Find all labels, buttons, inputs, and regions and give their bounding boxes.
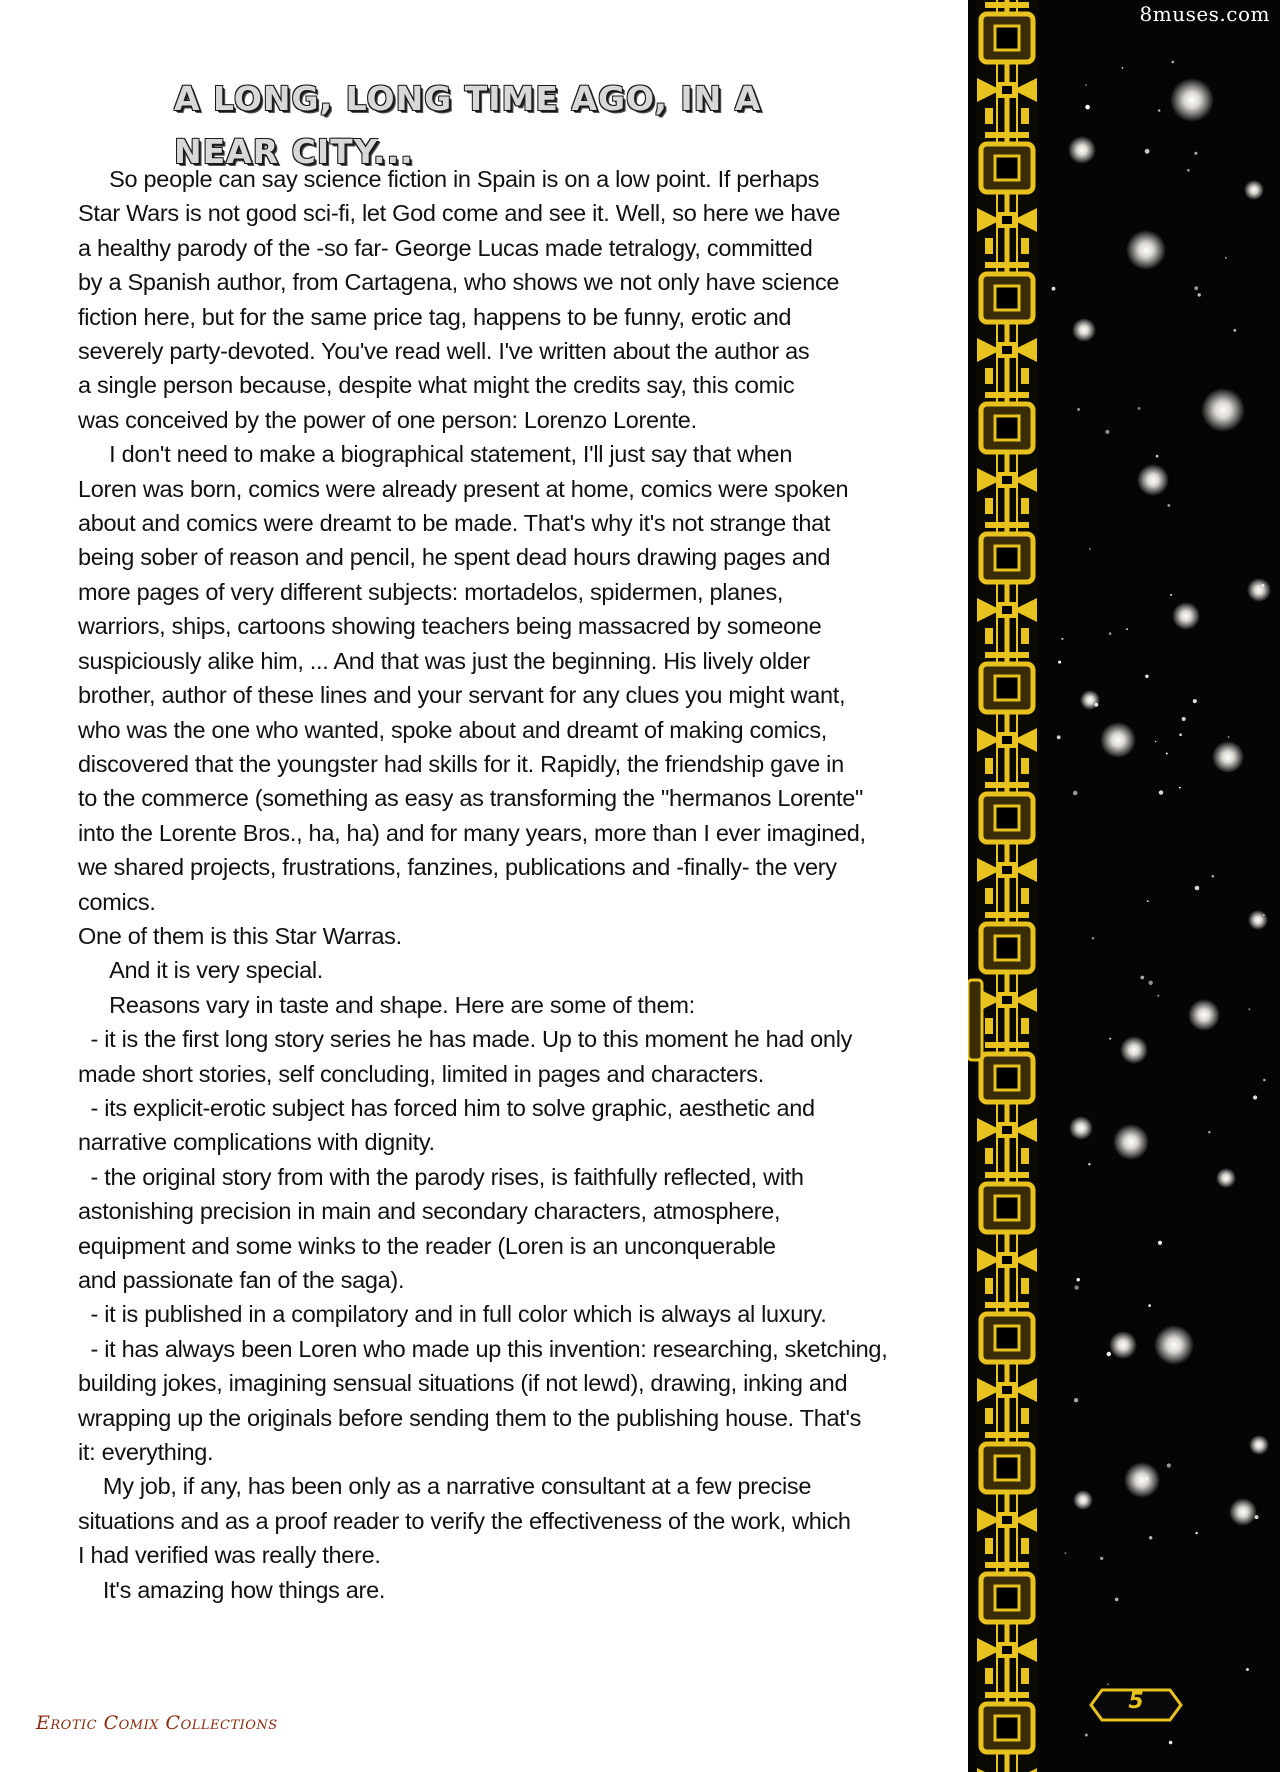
- star: [1201, 388, 1245, 432]
- star: [1157, 995, 1159, 997]
- star: [1107, 1683, 1109, 1685]
- star: [1069, 1116, 1093, 1140]
- star: [1107, 1352, 1111, 1356]
- star: [1105, 430, 1109, 434]
- paragraph: So people can say science fiction in Spain is on a low point. If perhaps Star Wars is not good sci-fi, let God come and see it. Well, so here we have a healthy parody of the -so far- George Lucas made tetralogy, committed by a Spanish author, from Cartagena, who shows we not only have science fiction here, but for the same price tag, happens to be funny, erotic and severely party-devoted. You've read well. I've written about the author as a single person because, despite what might the credits say, this comic was conceived by the power of one person: Lorenzo Lorente.: [78, 166, 841, 433]
- star: [1261, 584, 1264, 587]
- star: [1074, 1398, 1078, 1402]
- paragraph: - it is the first long story series he has made. Up to this moment he had only made short stories, self concluding, limited in pages and characters.: [78, 1026, 853, 1087]
- star: [1092, 937, 1095, 940]
- star: [1085, 105, 1090, 110]
- page-number-badge: [1088, 1687, 1184, 1723]
- star: [1194, 286, 1198, 290]
- star: [1137, 464, 1169, 496]
- star: [1148, 1304, 1151, 1307]
- publisher-logo: Erotic Comix Collections: [36, 1712, 278, 1734]
- paragraph: - it has always been Loren who made up this invention: researching, sketching, building jokes, imagining sensual situations (if not lewd), drawing, inking and wrapping up the originals before sending them to the publishing house. That's it: everything.: [78, 1335, 888, 1466]
- star: [1058, 661, 1061, 664]
- star: [1126, 628, 1128, 630]
- star: [1187, 169, 1190, 172]
- starfield-art: [968, 0, 1280, 1772]
- star: [1109, 1038, 1111, 1040]
- star: [1172, 61, 1175, 64]
- star: [1085, 1734, 1088, 1737]
- star: [1170, 594, 1172, 596]
- star: [1170, 78, 1214, 122]
- star: [1263, 914, 1265, 916]
- star: [1068, 136, 1096, 164]
- star: [1233, 329, 1236, 332]
- title-line: NEAR CITY...: [174, 132, 414, 172]
- star: [1077, 1278, 1080, 1281]
- star: [1089, 548, 1091, 550]
- star: [1229, 1498, 1257, 1526]
- star: [1158, 1241, 1162, 1245]
- star: [1159, 790, 1163, 794]
- star: [1080, 690, 1100, 710]
- star: [1247, 578, 1271, 602]
- star: [1167, 1463, 1171, 1467]
- star: [1122, 67, 1124, 69]
- title-line: A LONG, LONG TIME AGO, IN A: [174, 79, 762, 119]
- star: [1195, 886, 1200, 891]
- star: [1167, 504, 1170, 507]
- star: [1179, 787, 1181, 789]
- paragraph: - the original story from with the parody rises, is faithfully reflected, with astonishing precision in main and secondary characters, atmosphere, equipment and some winks to the reader (Loren is an unconquerable and passionate fan of the saga).: [78, 1163, 804, 1293]
- star: [1100, 1557, 1103, 1560]
- article-body: [78, 162, 918, 1607]
- star: [1124, 1462, 1160, 1498]
- star: [1109, 632, 1112, 635]
- star: [1120, 1036, 1148, 1064]
- star: [1061, 638, 1063, 640]
- star: [1147, 900, 1149, 902]
- star: [1248, 910, 1268, 930]
- star: [1074, 1285, 1078, 1289]
- star: [1149, 981, 1153, 985]
- star: [1198, 293, 1201, 296]
- star: [1158, 109, 1160, 111]
- paragraph: - it is published in a compilatory and in full color which is always al luxury.: [78, 1301, 827, 1328]
- star: [1225, 257, 1227, 259]
- star: [1255, 1515, 1259, 1519]
- star: [1072, 318, 1096, 342]
- gold-ornament-border: [968, 0, 1038, 1772]
- stars-group: [1052, 61, 1271, 1745]
- page-number: 5: [1128, 1689, 1144, 1714]
- paragraph: It's amazing how things are.: [78, 1576, 386, 1603]
- star: [1228, 736, 1230, 738]
- star: [1085, 84, 1087, 86]
- star: [1115, 1598, 1119, 1602]
- star: [1182, 717, 1186, 721]
- star: [1073, 791, 1078, 796]
- star: [1188, 999, 1220, 1031]
- star: [1052, 287, 1056, 291]
- star: [1155, 741, 1157, 743]
- star: [1100, 722, 1136, 758]
- star: [1246, 1668, 1249, 1671]
- paragraph: I don't need to make a biographical statement, I'll just say that when Loren was born, comics were already present at home, comics were spoken about and comics were dreamt to be made. That's why it's not strange that being sober of reason and pencil, he spent dead hours drawing pages and more pages of very different subjects: mortadelos, spidermen, planes, warriors, ships, cartoons showing teachers being massacred by someone suspiciously alike him, ... And that was just the beginning. His lively older brother, author of these lines and your servant for any clues you might want, who was the one who wanted, spoke about and dreamt of making comics, discovered that the youngster had skills for it. Rapidly, the friendship gave in to the commerce (something as easy as transforming the "hermanos Lorente" into the Lorente Bros., ha, ha) and for many years, more than I ever imagined, we shared projects, frustrations, fanzines, publications and -finally- the very comics.: [78, 441, 866, 915]
- star: [1088, 1163, 1090, 1165]
- star: [1172, 602, 1200, 630]
- star: [1169, 1741, 1173, 1745]
- star: [1154, 1325, 1194, 1365]
- star: [1057, 735, 1061, 739]
- star: [1073, 1490, 1093, 1510]
- star: [1194, 152, 1197, 155]
- star: [1212, 741, 1244, 773]
- star: [1263, 1079, 1266, 1082]
- paragraph: - its explicit-erotic subject has forced him to solve graphic, aesthetic and narrative complications with dignity.: [78, 1094, 815, 1156]
- star: [1145, 1477, 1148, 1480]
- star: [1212, 875, 1214, 877]
- paragraph: One of them is this Star Warras.: [78, 922, 402, 949]
- star: [1113, 1124, 1149, 1160]
- star: [1138, 407, 1141, 410]
- star: [1109, 1331, 1137, 1359]
- starfield-panel: [968, 0, 1280, 1772]
- star: [1156, 455, 1159, 458]
- star: [1195, 1532, 1197, 1534]
- star: [1253, 1095, 1257, 1099]
- paragraph: Reasons vary in taste and shape. Here are some of them:: [78, 991, 695, 1018]
- paragraph: And it is very special.: [78, 957, 323, 984]
- star: [1244, 180, 1264, 200]
- star: [1166, 753, 1168, 755]
- star: [1140, 976, 1144, 980]
- star: [1145, 675, 1148, 678]
- star: [1065, 1552, 1067, 1554]
- star: [1095, 703, 1099, 707]
- star: [1179, 734, 1182, 737]
- star: [1145, 149, 1150, 154]
- site-watermark: 8muses.com: [1139, 2, 1270, 26]
- paragraph: My job, if any, has been only as a narrative consultant at a few precise situations and as a proof reader to verify the effectiveness of the work, which I had verified was really there.: [78, 1473, 851, 1569]
- star: [1126, 230, 1166, 270]
- star: [1249, 1435, 1269, 1455]
- star: [1149, 1536, 1152, 1539]
- star: [1248, 1008, 1250, 1010]
- star: [1077, 408, 1080, 411]
- star: [1216, 1168, 1236, 1188]
- star: [1208, 1131, 1210, 1133]
- star: [1193, 699, 1197, 703]
